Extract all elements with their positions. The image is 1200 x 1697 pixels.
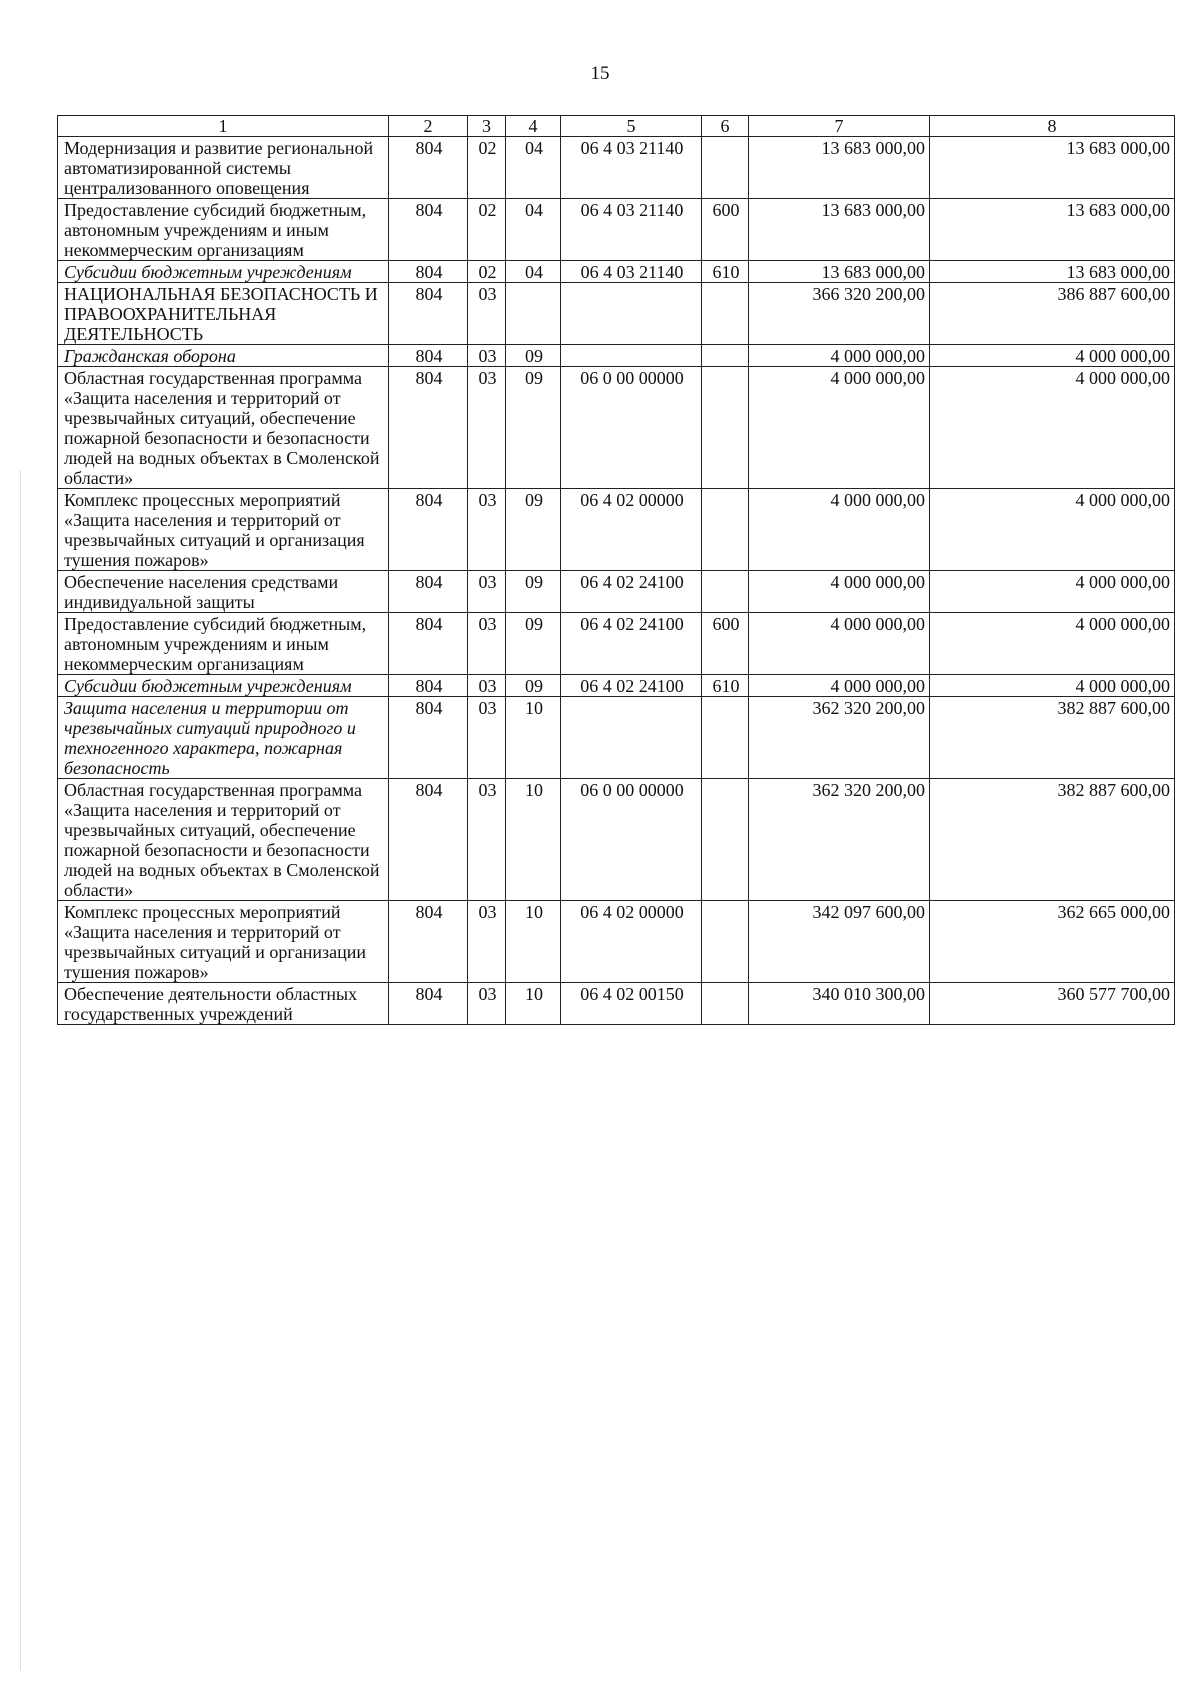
ministry-code-cell: 804 (389, 901, 468, 983)
table-row (58, 983, 1175, 1025)
subsection-code-cell: 04 (506, 261, 561, 283)
subsection-code-cell: 09 (506, 367, 561, 489)
amount-year2-cell: 4 000 000,00 (930, 367, 1175, 489)
amount-year1-cell: 4 000 000,00 (749, 613, 930, 675)
column-header: 4 (506, 116, 561, 137)
section-code-cell: 03 (468, 901, 506, 983)
section-code-cell: 03 (468, 367, 506, 489)
amount-year1-cell: 366 320 200,00 (749, 283, 930, 345)
ministry-code-cell: 804 (389, 137, 468, 199)
amount-year2-cell: 362 665 000,00 (930, 901, 1175, 983)
target-article-cell: 06 0 00 00000 (561, 367, 702, 489)
column-header: 2 (389, 116, 468, 137)
target-article-cell (561, 697, 702, 779)
ministry-code-cell: 804 (389, 367, 468, 489)
subsection-code-cell: 04 (506, 137, 561, 199)
target-article-cell (561, 283, 702, 345)
section-code-cell: 03 (468, 489, 506, 571)
target-article-cell: 06 4 02 00000 (561, 901, 702, 983)
amount-year2-cell: 386 887 600,00 (930, 283, 1175, 345)
amount-year2-cell: 382 887 600,00 (930, 697, 1175, 779)
table-row (58, 675, 1175, 697)
expense-type-cell (702, 571, 749, 613)
section-code-cell: 03 (468, 779, 506, 901)
target-article-cell: 06 4 02 24100 (561, 675, 702, 697)
target-article-cell: 06 4 02 24100 (561, 571, 702, 613)
column-header: 5 (561, 116, 702, 137)
amount-year1-cell: 342 097 600,00 (749, 901, 930, 983)
section-code-cell: 03 (468, 613, 506, 675)
section-code-cell: 02 (468, 199, 506, 261)
amount-year2-cell: 4 000 000,00 (930, 571, 1175, 613)
amount-year1-cell: 13 683 000,00 (749, 199, 930, 261)
target-article-cell (561, 345, 702, 367)
page-number: 15 (590, 63, 610, 84)
section-code-cell: 03 (468, 697, 506, 779)
row-name-cell: Предоставление субсидий бюджетным, автономным учреждениям и иным некоммерческим организациям (58, 613, 389, 675)
column-header: 7 (749, 116, 930, 137)
target-article-cell: 06 4 02 24100 (561, 613, 702, 675)
target-article-cell: 06 4 02 00000 (561, 489, 702, 571)
table-row (58, 345, 1175, 367)
subsection-code-cell (506, 283, 561, 345)
row-name-cell: Обеспечение деятельности областных государственных учреждений (58, 983, 389, 1025)
section-code-cell: 03 (468, 983, 506, 1025)
row-name-cell: Субсидии бюджетным учреждениям (58, 675, 389, 697)
expense-type-cell (702, 367, 749, 489)
amount-year2-cell: 4 000 000,00 (930, 489, 1175, 571)
row-name-cell: Обеспечение населения средствами индивидуальной защиты (58, 571, 389, 613)
subsection-code-cell: 09 (506, 571, 561, 613)
target-article-cell: 06 4 02 00150 (561, 983, 702, 1025)
column-number-row (58, 116, 1175, 137)
row-name-cell: Областная государственная программа «Защита населения и территорий от чрезвычайных ситуаций, обеспечение пожарной безопасности и безопасности людей на водных объектах в Смоленской области» (58, 367, 389, 489)
section-code-cell: 02 (468, 261, 506, 283)
expense-type-cell (702, 983, 749, 1025)
section-code-cell: 03 (468, 571, 506, 613)
section-code-cell: 03 (468, 675, 506, 697)
expense-type-cell (702, 345, 749, 367)
amount-year1-cell: 340 010 300,00 (749, 983, 930, 1025)
amount-year1-cell: 4 000 000,00 (749, 489, 930, 571)
subsection-code-cell: 04 (506, 199, 561, 261)
section-code-cell: 03 (468, 345, 506, 367)
expense-type-cell: 610 (702, 675, 749, 697)
table-row (58, 489, 1175, 571)
subsection-code-cell: 09 (506, 345, 561, 367)
ministry-code-cell: 804 (389, 983, 468, 1025)
ministry-code-cell: 804 (389, 199, 468, 261)
expense-type-cell (702, 779, 749, 901)
section-code-cell: 03 (468, 283, 506, 345)
amount-year1-cell: 362 320 200,00 (749, 779, 930, 901)
ministry-code-cell: 804 (389, 489, 468, 571)
table-row (58, 613, 1175, 675)
subsection-code-cell: 09 (506, 675, 561, 697)
amount-year1-cell: 362 320 200,00 (749, 697, 930, 779)
row-name-cell: Субсидии бюджетным учреждениям (58, 261, 389, 283)
scan-margin-line (20, 470, 21, 1670)
subsection-code-cell: 10 (506, 901, 561, 983)
amount-year1-cell: 4 000 000,00 (749, 571, 930, 613)
target-article-cell: 06 4 03 21140 (561, 199, 702, 261)
column-header: 8 (930, 116, 1175, 137)
ministry-code-cell: 804 (389, 613, 468, 675)
row-name-cell: Комплекс процессных мероприятий «Защита населения и территорий от чрезвычайных ситуаций и организация тушения пожаров» (58, 489, 389, 571)
ministry-code-cell: 804 (389, 675, 468, 697)
row-name-cell: Модернизация и развитие региональной автоматизированной системы централизованного оповещения (58, 137, 389, 199)
ministry-code-cell: 804 (389, 283, 468, 345)
subsection-code-cell: 10 (506, 697, 561, 779)
ministry-code-cell: 804 (389, 345, 468, 367)
expense-type-cell: 610 (702, 261, 749, 283)
ministry-code-cell: 804 (389, 261, 468, 283)
ministry-code-cell: 804 (389, 697, 468, 779)
amount-year2-cell: 4 000 000,00 (930, 613, 1175, 675)
budget-table (57, 115, 1175, 1025)
target-article-cell: 06 4 03 21140 (561, 261, 702, 283)
table-row (58, 283, 1175, 345)
subsection-code-cell: 10 (506, 779, 561, 901)
amount-year2-cell: 4 000 000,00 (930, 675, 1175, 697)
amount-year1-cell: 4 000 000,00 (749, 345, 930, 367)
table-row (58, 571, 1175, 613)
amount-year2-cell: 13 683 000,00 (930, 261, 1175, 283)
table-row (58, 137, 1175, 199)
section-code-cell: 02 (468, 137, 506, 199)
amount-year1-cell: 4 000 000,00 (749, 367, 930, 489)
ministry-code-cell: 804 (389, 571, 468, 613)
amount-year2-cell: 4 000 000,00 (930, 345, 1175, 367)
row-name-cell: Предоставление субсидий бюджетным, автономным учреждениям и иным некоммерческим организациям (58, 199, 389, 261)
ministry-code-cell: 804 (389, 779, 468, 901)
expense-type-cell (702, 901, 749, 983)
amount-year1-cell: 13 683 000,00 (749, 137, 930, 199)
amount-year2-cell: 382 887 600,00 (930, 779, 1175, 901)
table-row (58, 779, 1175, 901)
expense-type-cell (702, 697, 749, 779)
table-row (58, 697, 1175, 779)
column-header: 3 (468, 116, 506, 137)
expense-type-cell: 600 (702, 613, 749, 675)
row-name-cell: Защита населения и территории от чрезвычайных ситуаций природного и техногенного характера, пожарная безопасность (58, 697, 389, 779)
amount-year2-cell: 13 683 000,00 (930, 137, 1175, 199)
target-article-cell: 06 0 00 00000 (561, 779, 702, 901)
subsection-code-cell: 10 (506, 983, 561, 1025)
row-name-cell: Областная государственная программа «Защита населения и территорий от чрезвычайных ситуаций, обеспечение пожарной безопасности и безопасности людей на водных объектах в Смоленской области» (58, 779, 389, 901)
amount-year2-cell: 360 577 700,00 (930, 983, 1175, 1025)
column-header: 1 (58, 116, 389, 137)
expense-type-cell: 600 (702, 199, 749, 261)
table-row (58, 901, 1175, 983)
target-article-cell: 06 4 03 21140 (561, 137, 702, 199)
row-name-cell: Гражданская оборона (58, 345, 389, 367)
table-body (58, 137, 1175, 1025)
row-name-cell: Комплекс процессных мероприятий «Защита населения и территорий от чрезвычайных ситуаций и организации тушения пожаров» (58, 901, 389, 983)
table-row (58, 367, 1175, 489)
column-header: 6 (702, 116, 749, 137)
subsection-code-cell: 09 (506, 613, 561, 675)
table-row (58, 261, 1175, 283)
expense-type-cell (702, 137, 749, 199)
table-row (58, 199, 1175, 261)
amount-year1-cell: 4 000 000,00 (749, 675, 930, 697)
row-name-cell: НАЦИОНАЛЬНАЯ БЕЗОПАСНОСТЬ И ПРАВООХРАНИТЕЛЬНАЯ ДЕЯТЕЛЬНОСТЬ (58, 283, 389, 345)
expense-type-cell (702, 489, 749, 571)
expense-type-cell (702, 283, 749, 345)
amount-year2-cell: 13 683 000,00 (930, 199, 1175, 261)
amount-year1-cell: 13 683 000,00 (749, 261, 930, 283)
subsection-code-cell: 09 (506, 489, 561, 571)
